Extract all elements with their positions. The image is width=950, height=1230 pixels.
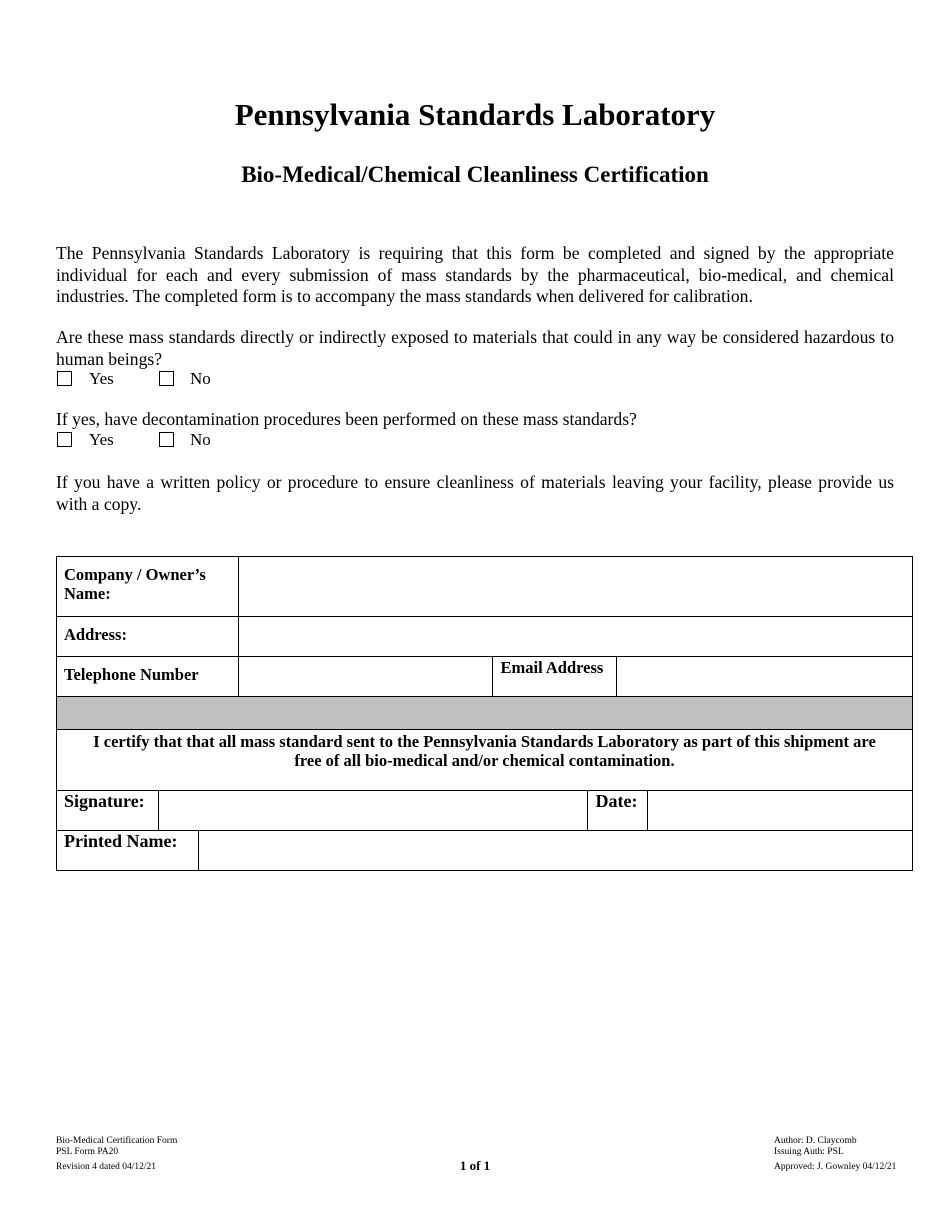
printed-name-row bbox=[57, 831, 913, 871]
printed-name-label: Printed Name: bbox=[57, 831, 198, 870]
signature-label: Signature: bbox=[57, 791, 158, 830]
footer-approved: Approved: J. Gownley 04/12/21 bbox=[774, 1162, 897, 1172]
hazardous-yes-checkbox[interactable] bbox=[57, 371, 72, 386]
decontamination-no-label: No bbox=[190, 430, 211, 449]
hazardous-yes-label: Yes bbox=[89, 369, 114, 388]
signature-date-row bbox=[57, 791, 913, 831]
footer-right bbox=[774, 1136, 896, 1173]
footer-issuing-auth: Issuing Auth: PSL bbox=[774, 1147, 844, 1157]
telephone-field[interactable] bbox=[239, 657, 492, 696]
telephone-label: Telephone Number bbox=[57, 657, 239, 697]
hazardous-no-checkbox[interactable] bbox=[159, 371, 174, 386]
date-label: Date: bbox=[587, 791, 647, 830]
decontamination-yes-checkbox[interactable] bbox=[57, 432, 72, 447]
shaded-separator bbox=[57, 697, 913, 730]
policy-paragraph: If you have a written policy or procedure to ensure cleanliness of materials leaving your facility, please provide us with a copy. bbox=[56, 472, 894, 514]
printed-name-field[interactable] bbox=[198, 831, 912, 870]
question-decontamination-options bbox=[57, 430, 257, 450]
question-decontamination: If yes, have decontamination procedures been performed on these mass standards? bbox=[56, 409, 637, 429]
form-subtitle: Bio-Medical/Chemical Cleanliness Certification bbox=[241, 162, 709, 187]
hazardous-no-label: No bbox=[190, 369, 211, 388]
email-label: Email Address bbox=[492, 657, 616, 696]
intro-paragraph: The Pennsylvania Standards Laboratory is requiring that this form be completed and signed by the appropriate individual for each and every submission of mass standards by the pharmaceutical, bio-medical, and chemical industries. The completed form is to accompany the mass standards when delivered for calibration. bbox=[56, 243, 894, 306]
footer-form-number: PSL Form PA20 bbox=[56, 1147, 119, 1157]
company-field[interactable] bbox=[239, 557, 913, 617]
page-title: Pennsylvania Standards Laboratory bbox=[234, 97, 716, 132]
footer-author: Author: D. Claycomb bbox=[774, 1136, 857, 1146]
decontamination-no-checkbox[interactable] bbox=[159, 432, 174, 447]
owner-info-form bbox=[56, 556, 913, 871]
certification-statement: I certify that that all mass standard sent to the Pennsylvania Standards Laboratory as part of this shipment are free of all bio-medical and/or chemical contamination. bbox=[57, 730, 913, 791]
date-field[interactable] bbox=[647, 791, 912, 830]
footer-revision: Revision 4 dated 04/12/21 bbox=[56, 1162, 157, 1172]
address-field[interactable] bbox=[239, 617, 913, 657]
signature-field[interactable] bbox=[158, 791, 587, 830]
decontamination-yes-label: Yes bbox=[89, 430, 114, 449]
email-field[interactable] bbox=[616, 657, 912, 696]
company-label: Company / Owner’s Name: bbox=[57, 557, 239, 617]
address-label: Address: bbox=[57, 617, 239, 657]
footer-form-name: Bio-Medical Certification Form bbox=[56, 1136, 178, 1146]
question-hazardous: Are these mass standards directly or indirectly exposed to materials that could in any way be considered hazardous to human beings? bbox=[56, 327, 894, 369]
telephone-email-row bbox=[239, 657, 913, 697]
page-number: 1 of 1 bbox=[459, 1158, 491, 1173]
question-hazardous-options bbox=[57, 369, 257, 389]
